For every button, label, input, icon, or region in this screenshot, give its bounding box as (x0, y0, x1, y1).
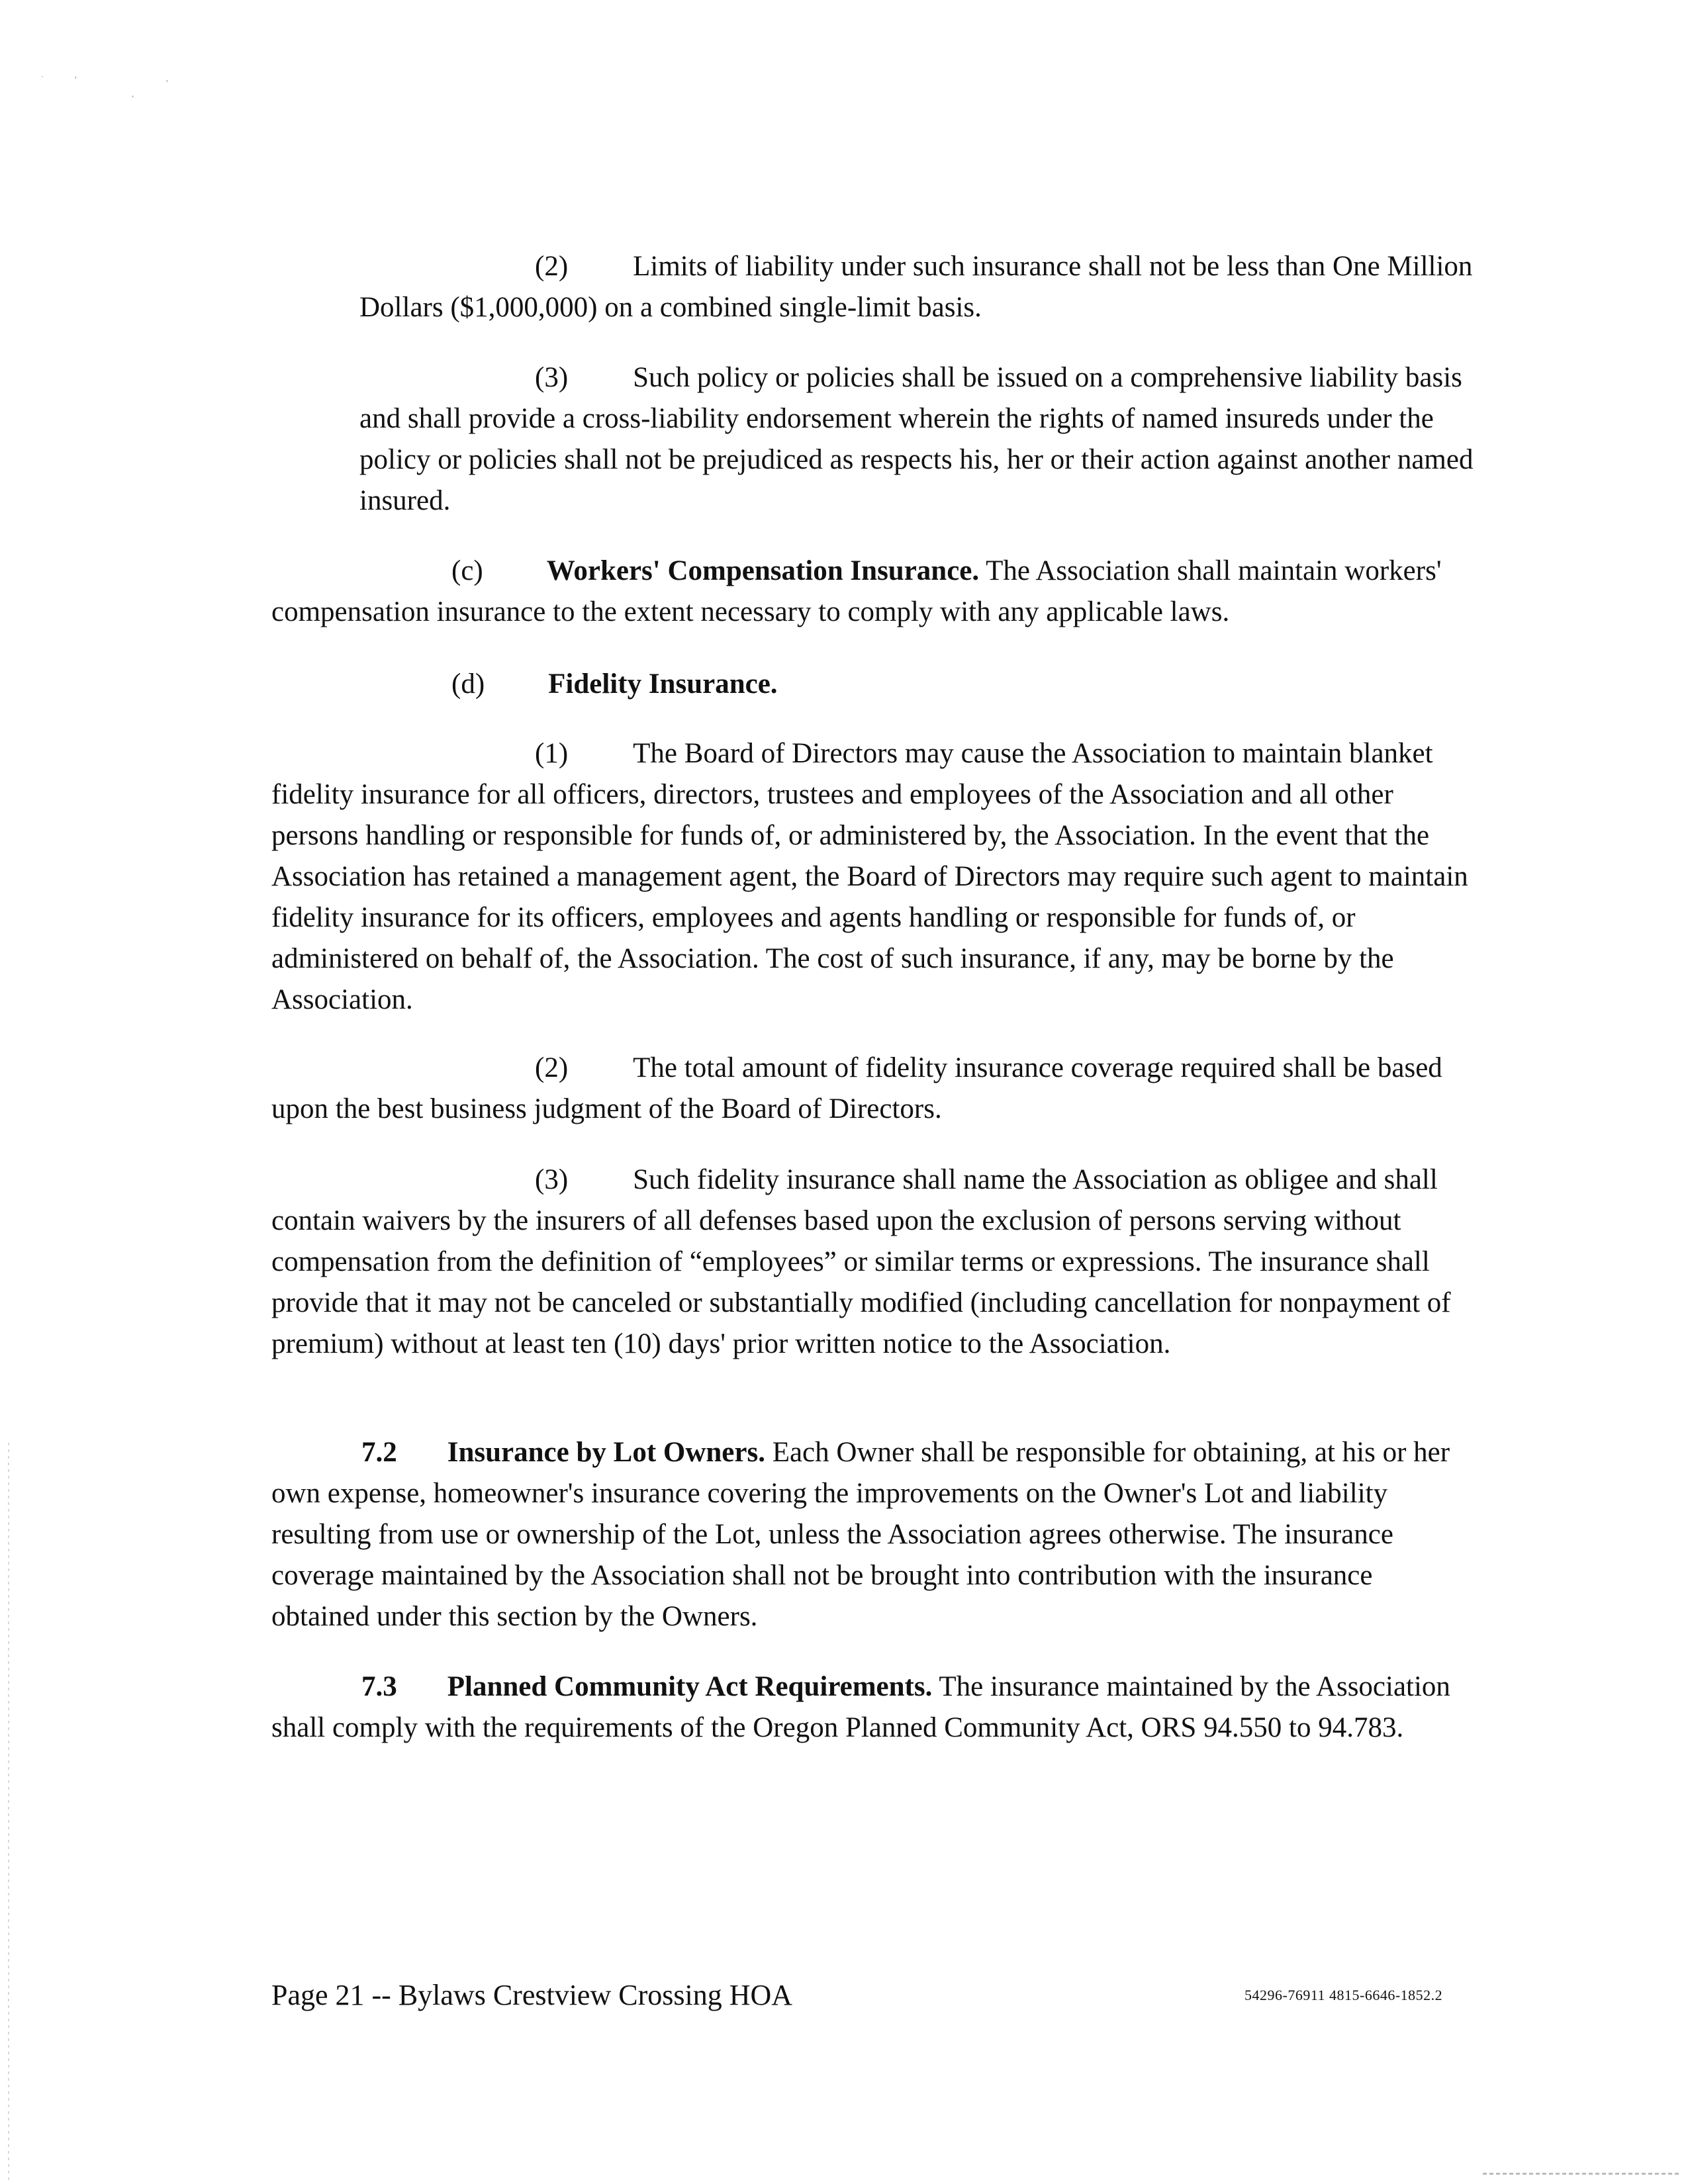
scan-speck: ˙ (41, 75, 44, 85)
scan-margin-artifact (8, 1443, 9, 2184)
paragraph-section-7-2 (271, 1432, 1476, 1637)
paragraph-cross-liability (359, 357, 1476, 522)
item-number: (c) (451, 555, 483, 586)
scan-speck: ¸ (131, 88, 134, 98)
paragraph-text: The Board of Directors may cause the Association to maintain blanket fidelity insurance for all officers, directors, trustees and employees of the Association and all other persons handling or responsible for funds of, or administered by, the Association. In the event that the Association has retained a management agent, the Board of Directors may require such agent to maintain fidelity insurance for its officers, employees and agents handling or responsible for funds of, or administered on behalf of, the Association. The cost of such insurance, if any, may be borne by the Association. (271, 738, 1468, 1015)
paragraph-text: The total amount of fidelity insurance coverage required shall be based upon the best business judgment of the Board of Directors. (271, 1052, 1442, 1124)
paragraph-text: The Association shall maintain workers' compensation insurance to the extent necessary to comply with any applicable laws. (271, 555, 1442, 627)
item-number: (2) (535, 1052, 569, 1083)
paragraph-fidelity-heading (271, 664, 1476, 705)
paragraph-text: Such fidelity insurance shall name the Association as obligee and shall contain waivers by the insurers of all defenses based upon the exclusion of persons serving without compensation from the definition of “employees” or similar terms or expressions. The insurance shall provide that it may not be canceled or substantially modified (including cancellation for nonpayment of premium) without at least ten (10) days' prior written notice to the Association. (271, 1164, 1451, 1359)
scan-bottom-artifact (1483, 2173, 1681, 2175)
paragraph-text: Limits of liability under such insurance shall not be less than One Million Dollars ($1,000,000) on a combined single-limit basis. (359, 251, 1473, 323)
paragraph-liability-limits (359, 246, 1476, 328)
section-number: 7.3 (361, 1671, 397, 1702)
scan-speck: ʼ (165, 79, 169, 89)
section-heading: Planned Community Act Requirements. (447, 1671, 933, 1702)
section-heading: Workers' Compensation Insurance. (546, 555, 980, 586)
paragraph-text: Each Owner shall be responsible for obtaining, at his or her own expense, homeowner's insurance covering the improvements on the Owner's Lot and liability resulting from use or ownership of the Lot, unless the Association agrees otherwise. The insurance coverage maintained by the Association shall not be brought into contribution with the insurance obtained under this section by the Owners. (271, 1437, 1450, 1632)
item-number: (1) (535, 738, 569, 769)
paragraph-section-7-3 (271, 1666, 1476, 1749)
item-number: (3) (535, 362, 569, 393)
item-number: (d) (451, 668, 485, 700)
scan-speck: ‘ (74, 75, 77, 85)
section-number: 7.2 (361, 1437, 397, 1468)
paragraph-text: The insurance maintained by the Association shall comply with the requirements of the Oregon Planned Community Act, ORS 94.550 to 94.783. (271, 1671, 1450, 1743)
page-footer-label: Page 21 -- Bylaws Crestview Crossing HOA (271, 1979, 793, 2011)
paragraph-fidelity-obligee (271, 1160, 1476, 1365)
document-id: 54296-76911 4815-6646-1852.2 (1244, 1987, 1443, 2003)
paragraph-workers-compensation (271, 551, 1476, 633)
item-number: (2) (535, 251, 569, 282)
paragraph-text: Such policy or policies shall be issued on a comprehensive liability basis and shall provide a cross-liability endorsement wherein the rights of named insureds under the policy or policies shall not be prejudiced as respects his, her or their action against another named insured. (359, 362, 1474, 516)
section-heading: Fidelity Insurance. (548, 668, 778, 700)
section-heading: Insurance by Lot Owners. (447, 1437, 765, 1468)
item-number: (3) (535, 1164, 569, 1195)
paragraph-fidelity-amount (271, 1048, 1476, 1130)
paragraph-fidelity-blanket (271, 733, 1476, 1021)
